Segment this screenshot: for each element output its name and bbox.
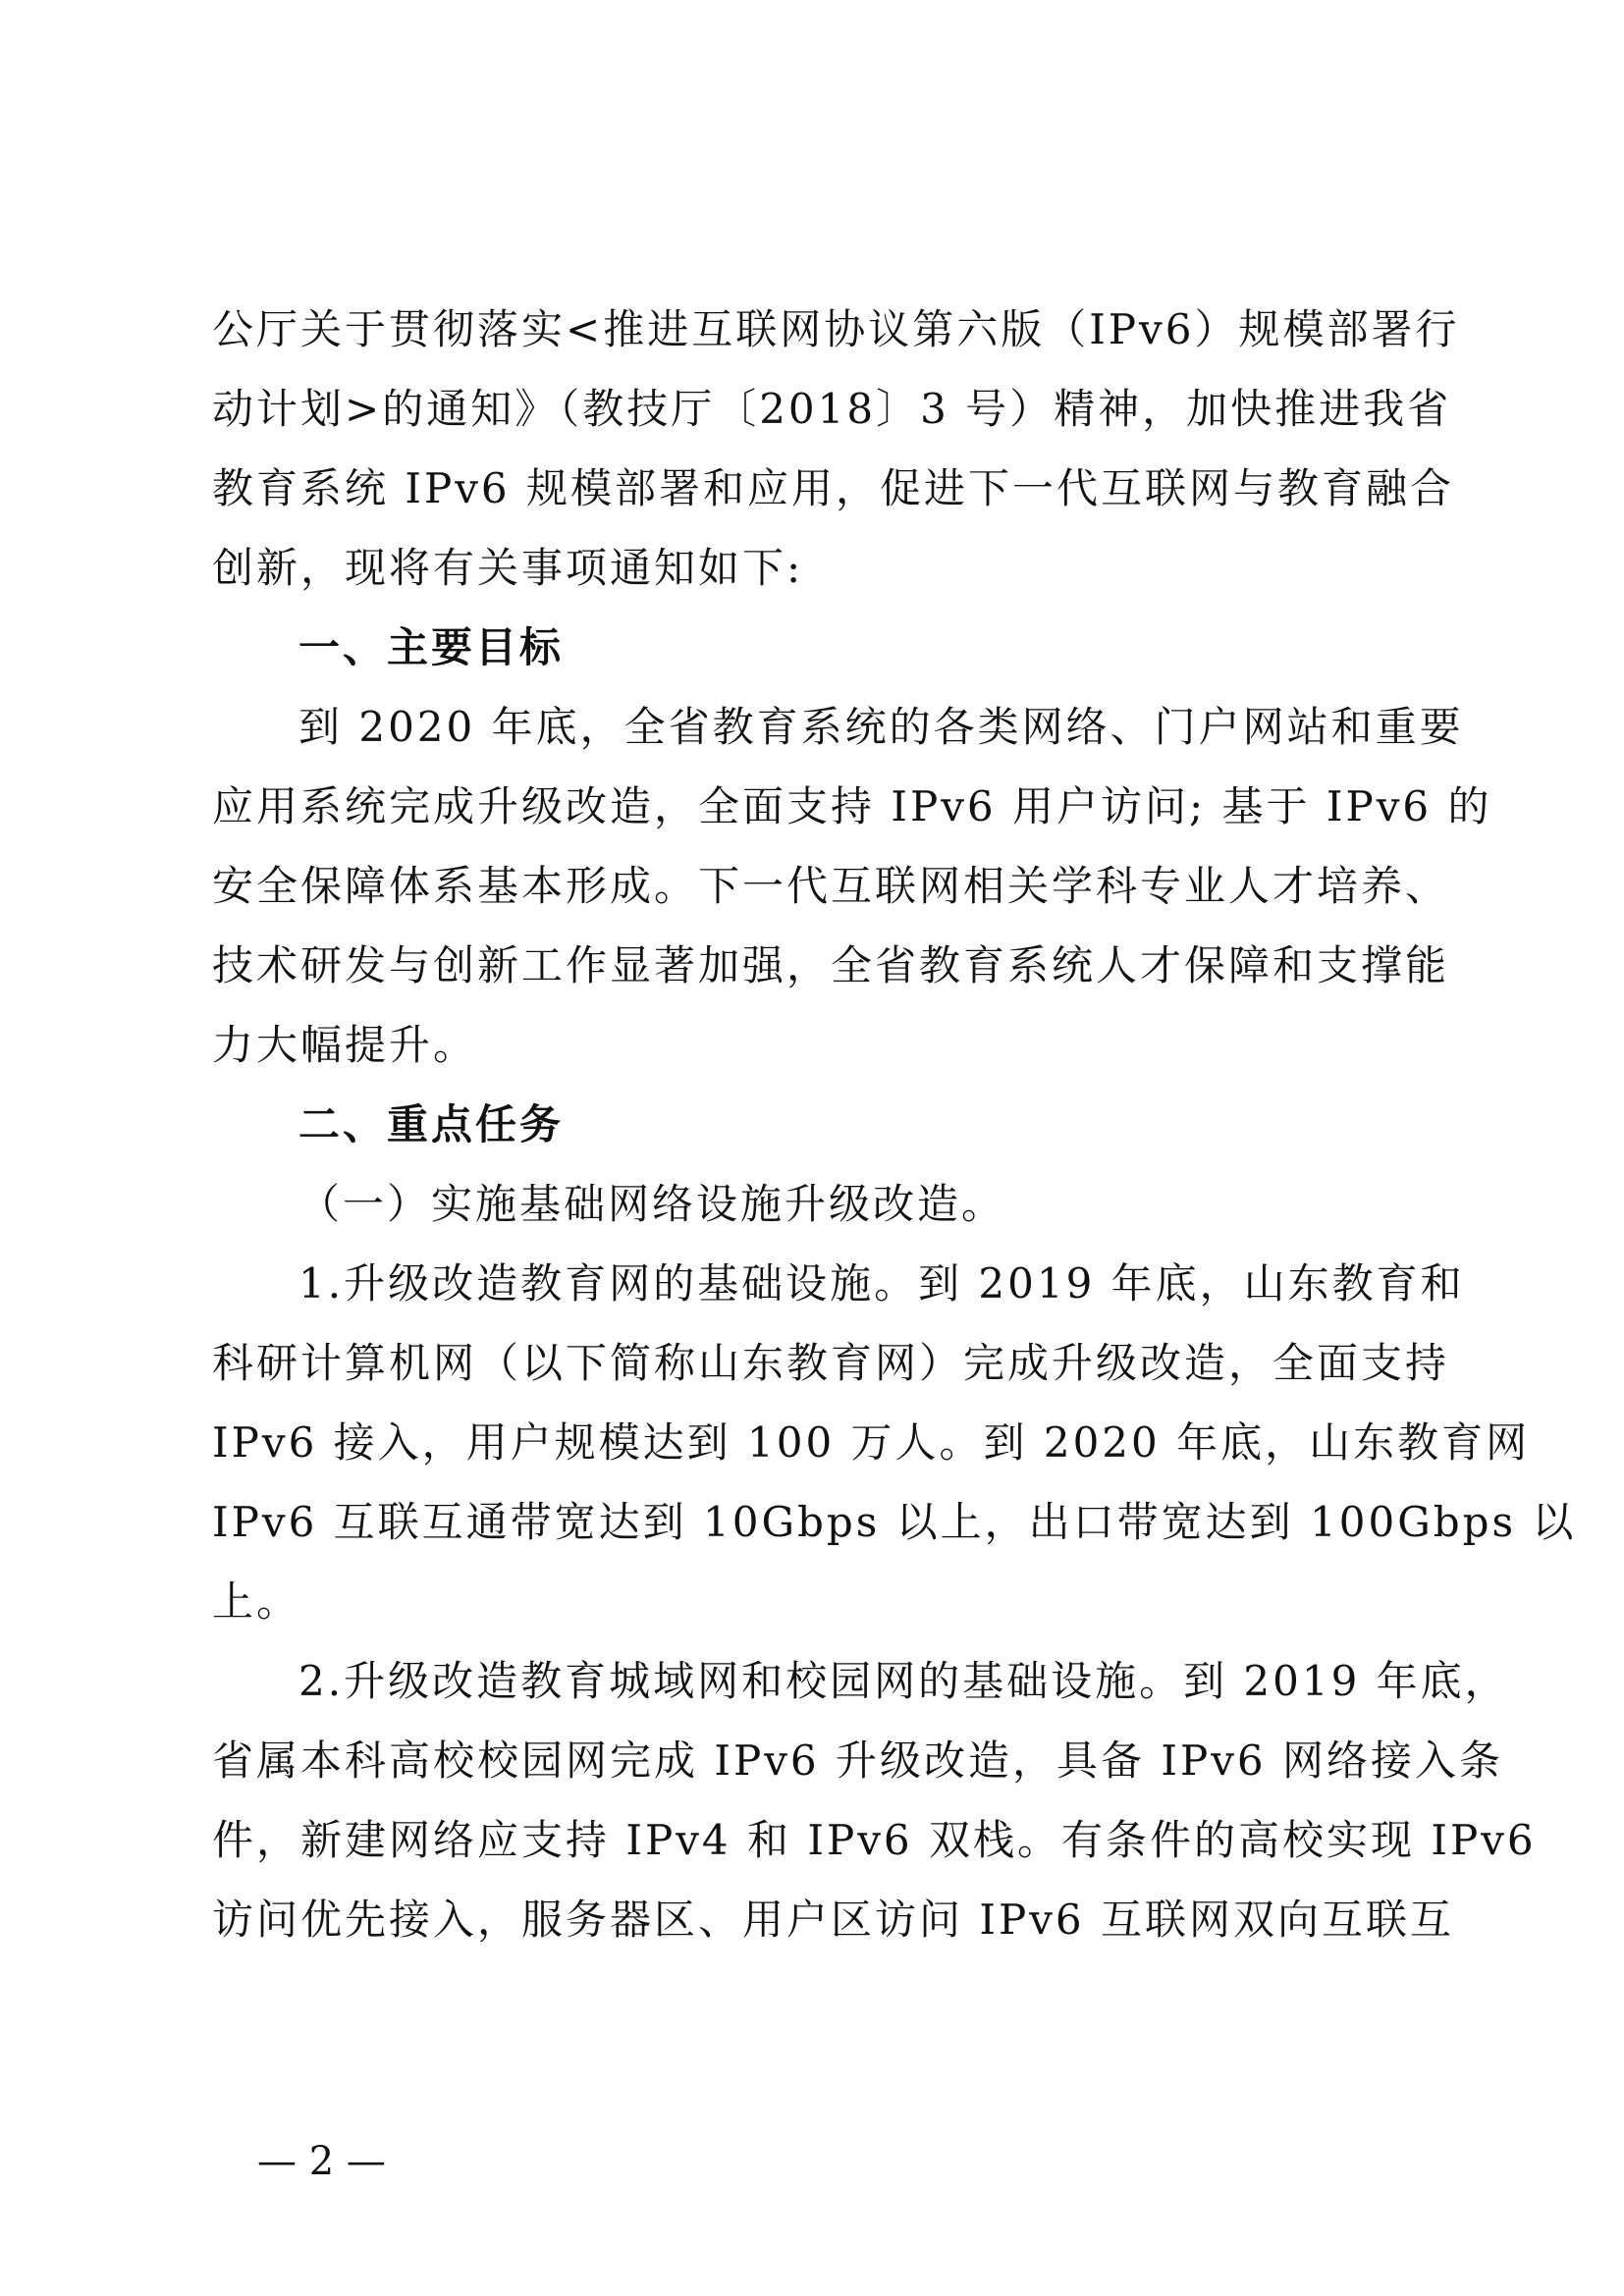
paragraph-line: 技术研发与创新工作显著加强，全省教育系统人才保障和支撑能	[212, 941, 1450, 989]
subsection-heading: （一）实施基础网络设施升级改造。	[298, 1180, 1006, 1228]
page-number: — 2 —	[257, 2139, 386, 2184]
paragraph-line: 力大幅提升。	[212, 1021, 478, 1069]
paragraph-line: IPv6 互联互通带宽达到 10Gbps 以上，出口带宽达到 100Gbps 以	[212, 1498, 1577, 1546]
paragraph-line: 科研计算机网（以下简称山东教育网）完成升级改造，全面支持	[212, 1339, 1450, 1387]
document-body	[212, 290, 1577, 1959]
paragraph-line: IPv6 接入，用户规模达到 100 万人。到 2020 年底，山东教育网	[212, 1418, 1531, 1467]
paragraph-line: 创新，现将有关事项通知如下:	[212, 544, 804, 592]
paragraph-line: 到 2020 年底，全省教育系统的各类网络、门户网站和重要	[298, 703, 1464, 751]
paragraph-line: 公厅关于贯彻落实<推进互联网协议第六版（IPv6）规模部署行	[212, 305, 1460, 353]
paragraph-line: 件，新建网络应支持 IPv4 和 IPv6 双栈。有条件的高校实现 IPv6	[212, 1816, 1537, 1864]
paragraph-line: 安全保障体系基本形成。下一代互联网相关学科专业人才培养、	[212, 862, 1450, 910]
paragraph-line: 2.升级改造教育城域网和校园网的基础设施。到 2019 年底，	[298, 1657, 1509, 1705]
section-heading-tasks: 二、重点任务	[298, 1100, 565, 1148]
section-heading-goals: 一、主要目标	[298, 623, 565, 671]
paragraph-line: 省属本科高校校园网完成 IPv6 升级改造，具备 IPv6 网络接入条	[212, 1736, 1504, 1785]
paragraph-line: 动计划>的通知》（教技厅〔2018〕3 号）精神，加快推进我省	[212, 385, 1452, 433]
paragraph-line: 访问优先接入，服务器区、用户区访问 IPv6 互联网双向互联互	[212, 1896, 1455, 1944]
paragraph-line: 应用系统完成升级改造，全面支持 IPv6 用户访问; 基于 IPv6 的	[212, 782, 1492, 830]
paragraph-line: 1.升级改造教育网的基础设施。到 2019 年底，山东教育和	[298, 1259, 1465, 1308]
paragraph-line: 上。	[212, 1577, 301, 1626]
paragraph-line: 教育系统 IPv6 规模部署和应用，促进下一代互联网与教育融合	[212, 464, 1455, 512]
